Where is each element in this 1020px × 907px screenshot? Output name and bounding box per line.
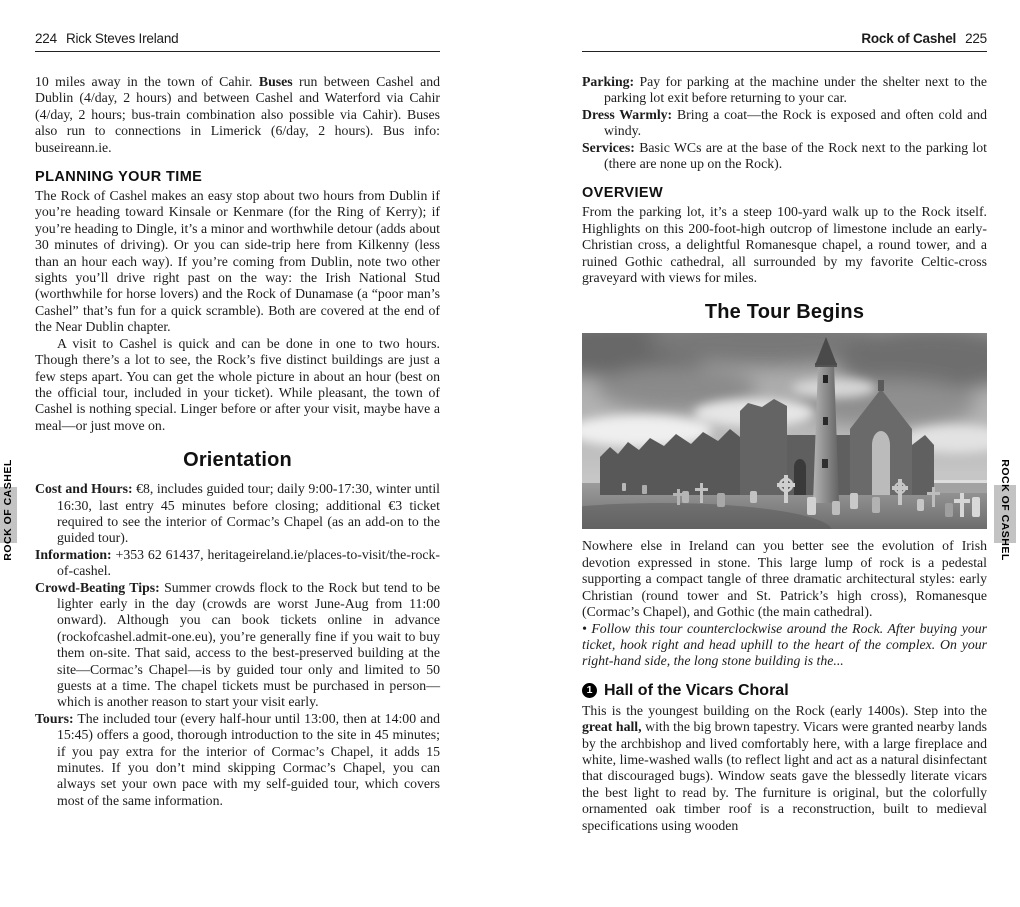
page-number-left: 224: [35, 31, 57, 46]
intro-text-pre: 10 miles away in the town of Cahir.: [35, 74, 259, 89]
rock-of-cashel-photo: [582, 333, 987, 529]
item-text: €8, includes guided tour; daily 9:00-17:30, winter until 16:30, last entry 45 minutes before closing; additional €3 ticket required to see the interior of Cormac’s Chapel (as an add-on to the guided tour).: [57, 481, 440, 546]
page-right: [582, 0, 987, 907]
intro-text-bold: Buses: [258, 74, 293, 89]
orientation-heading: Orientation: [183, 449, 292, 472]
tour-begins-heading: The Tour Begins: [704, 301, 865, 324]
item-text: Basic WCs are at the base of the Rock next to the parking lot (there are none up on the Rock).: [604, 139, 987, 172]
intro-paragraph: [35, 74, 440, 156]
item-text: +353 62 61437, heritageireland.ie/places-to-visit/the-rock-of-cashel.: [57, 546, 440, 579]
item-text: Summer crowds flock to the Rock but tend to be lighter early in the day (crowds are worst June-Aug from 11:00 onward). Although you can book tickets online in advance (rockofcashel.admit-one.eu), you’re generally fine if you wait to buy them on-site. That said, access to the best-preserved building at the site—Cormac’s Chapel—is by guided tour only and limited to 50 guests at a time. The chapel tickets must be purchased in person—which is another reason to start your visit early.: [57, 579, 440, 710]
vicars-text-bold: great hall,: [582, 719, 642, 735]
tour-intro-paragraph: Nowhere else in Ireland can you better see the evolution of Irish devotion expressed in stone. This large lump of rock is a pedestal supporting a compact tangle of three dramatic architectural styles: early Christian (round tower and St. Patrick’s high cross), Romanesque (Cormac’s Chapel), and Gothic (the main cathedral).: [582, 538, 987, 620]
item-label: Cost and Hours:: [35, 481, 133, 497]
book-title: Rick Steves Ireland: [65, 31, 179, 46]
item-parking: [582, 74, 987, 107]
intro-text-post: run between Cashel and Dublin (4/day, 2 hours) and between Cashel and Waterford via Cahir (4/day, 2 hours; bus-train combination also possible via Cahir). Buses also run to connections in Limerick (6/day, 2 hours). Bus info: buseireann.ie.: [35, 74, 441, 155]
item-text: Bring a coat—the Rock is exposed and often cold and windy.: [604, 106, 988, 139]
rock-of-cashel-photo-graphic: [582, 333, 987, 529]
orientation-item-information: [35, 547, 440, 580]
item-label: Services:: [582, 139, 635, 155]
vicars-text-post: with the big brown tapestry. Vicars were granted nearby lands by the archbishop and lived comfortably here, with a large fireplace and white, lime-washed walls (to reflect light and act as a natural disinfectant that discouraged bugs). Window seats gave the blessedly literate vicars the best light to read by. The furniture is original, but the colorfully ornamented oak timber roof is a reconstruction, built to medieval specifications using wooden: [582, 719, 987, 833]
item-text: Pay for parking at the machine under the shelter next to the parking lot exit before returning to your car.: [604, 74, 987, 106]
item-services: [582, 140, 987, 173]
orientation-item-tours: [35, 711, 440, 809]
orientation-item-cost-and-hours: [35, 481, 440, 547]
vicars-choral-heading-text: Hall of the Vicars Choral: [604, 681, 789, 699]
item-label: Tours:: [35, 710, 74, 726]
item-label: Crowd-Beating Tips:: [35, 579, 160, 595]
planning-paragraph-2: A visit to Cashel is quick and can be done in one to two hours. Though there’s a lot to see, the Rock’s five distinct buildings are just a few steps apart. You can get the whole picture in about an hour (best on the official tour, included in your ticket). While pleasant, the town of Cashel is nothing special. Linger before or after your visit, maybe have a meal—or just move on.: [35, 335, 440, 433]
vicars-choral-paragraph: [582, 703, 987, 834]
tour-direction-paragraph: • Follow this tour counterclockwise around the Rock. After buying your ticket, hook right and head uphill to the heart of the complex. On your right-hand side, the long stone building is the...: [582, 620, 987, 669]
chapter-title: Rock of Cashel: [861, 31, 957, 46]
item-dress-warmly: [582, 107, 987, 140]
side-tab-left: ROCK OF CASHEL: [2, 459, 14, 561]
side-tab-right: ROCK OF CASHEL: [999, 459, 1011, 561]
overview-heading: OVERVIEW: [582, 185, 664, 202]
running-head-right: [582, 31, 987, 52]
vicars-text-pre: This is the youngest building on the Rock (early 1400s). Step into the: [582, 702, 987, 718]
item-label: Information:: [35, 546, 112, 562]
page-left: [35, 0, 440, 907]
page-number-right: 225: [965, 31, 987, 46]
planning-your-time-heading: PLANNING YOUR TIME: [35, 169, 203, 186]
item-label: Dress Warmly:: [582, 106, 673, 122]
item-text: The included tour (every half-hour until 13:00, then at 14:00 and 15:45) offers a good, thorough introduction to the site in 45 minutes; if you pay extra for the interior of Cormac’s Chapel, it adds 15 minutes. If you don’t mind skipping Cormac’s Chapel, you can always set your own pace with my self-guided tour, which covers most of the same information.: [57, 710, 440, 808]
orientation-item-crowd-beating-tips: [35, 580, 440, 711]
planning-paragraph-1: The Rock of Cashel makes an easy stop about two hours from Dublin if you’re heading toward Kinsale or Kenmare (for the Ring of Kerry); if you’re heading to Dingle, it’s a minor and worthwhile detour (adds about 30 minutes of driving). Or you can side-trip here from Kilkenny (less than an hour each way). If you’re coming from Dublin, note two other sights you’ll drive right past on the way: the Irish National Stud (worthwhile for horse lovers) and the Rock of Dunamase (a “poor man’s Cashel” that’s fun for a quick scramble). Both are covered at the end of the Near Dublin chapter.: [35, 188, 440, 335]
item-label: Parking:: [582, 74, 635, 89]
running-head-left: [35, 31, 440, 52]
overview-paragraph: From the parking lot, it’s a steep 100-yard walk up to the Rock itself. Highlights on this 200-foot-high outcrop of limestone include an early-Christian cross, a delightful Romanesque chapel, a round tower, and a ruined Gothic cathedral, all surrounded by my favorite Celtic-cross graveyard with views for miles.: [582, 204, 987, 286]
vicars-choral-heading: [582, 682, 987, 700]
number-1-badge: 1: [582, 683, 597, 698]
